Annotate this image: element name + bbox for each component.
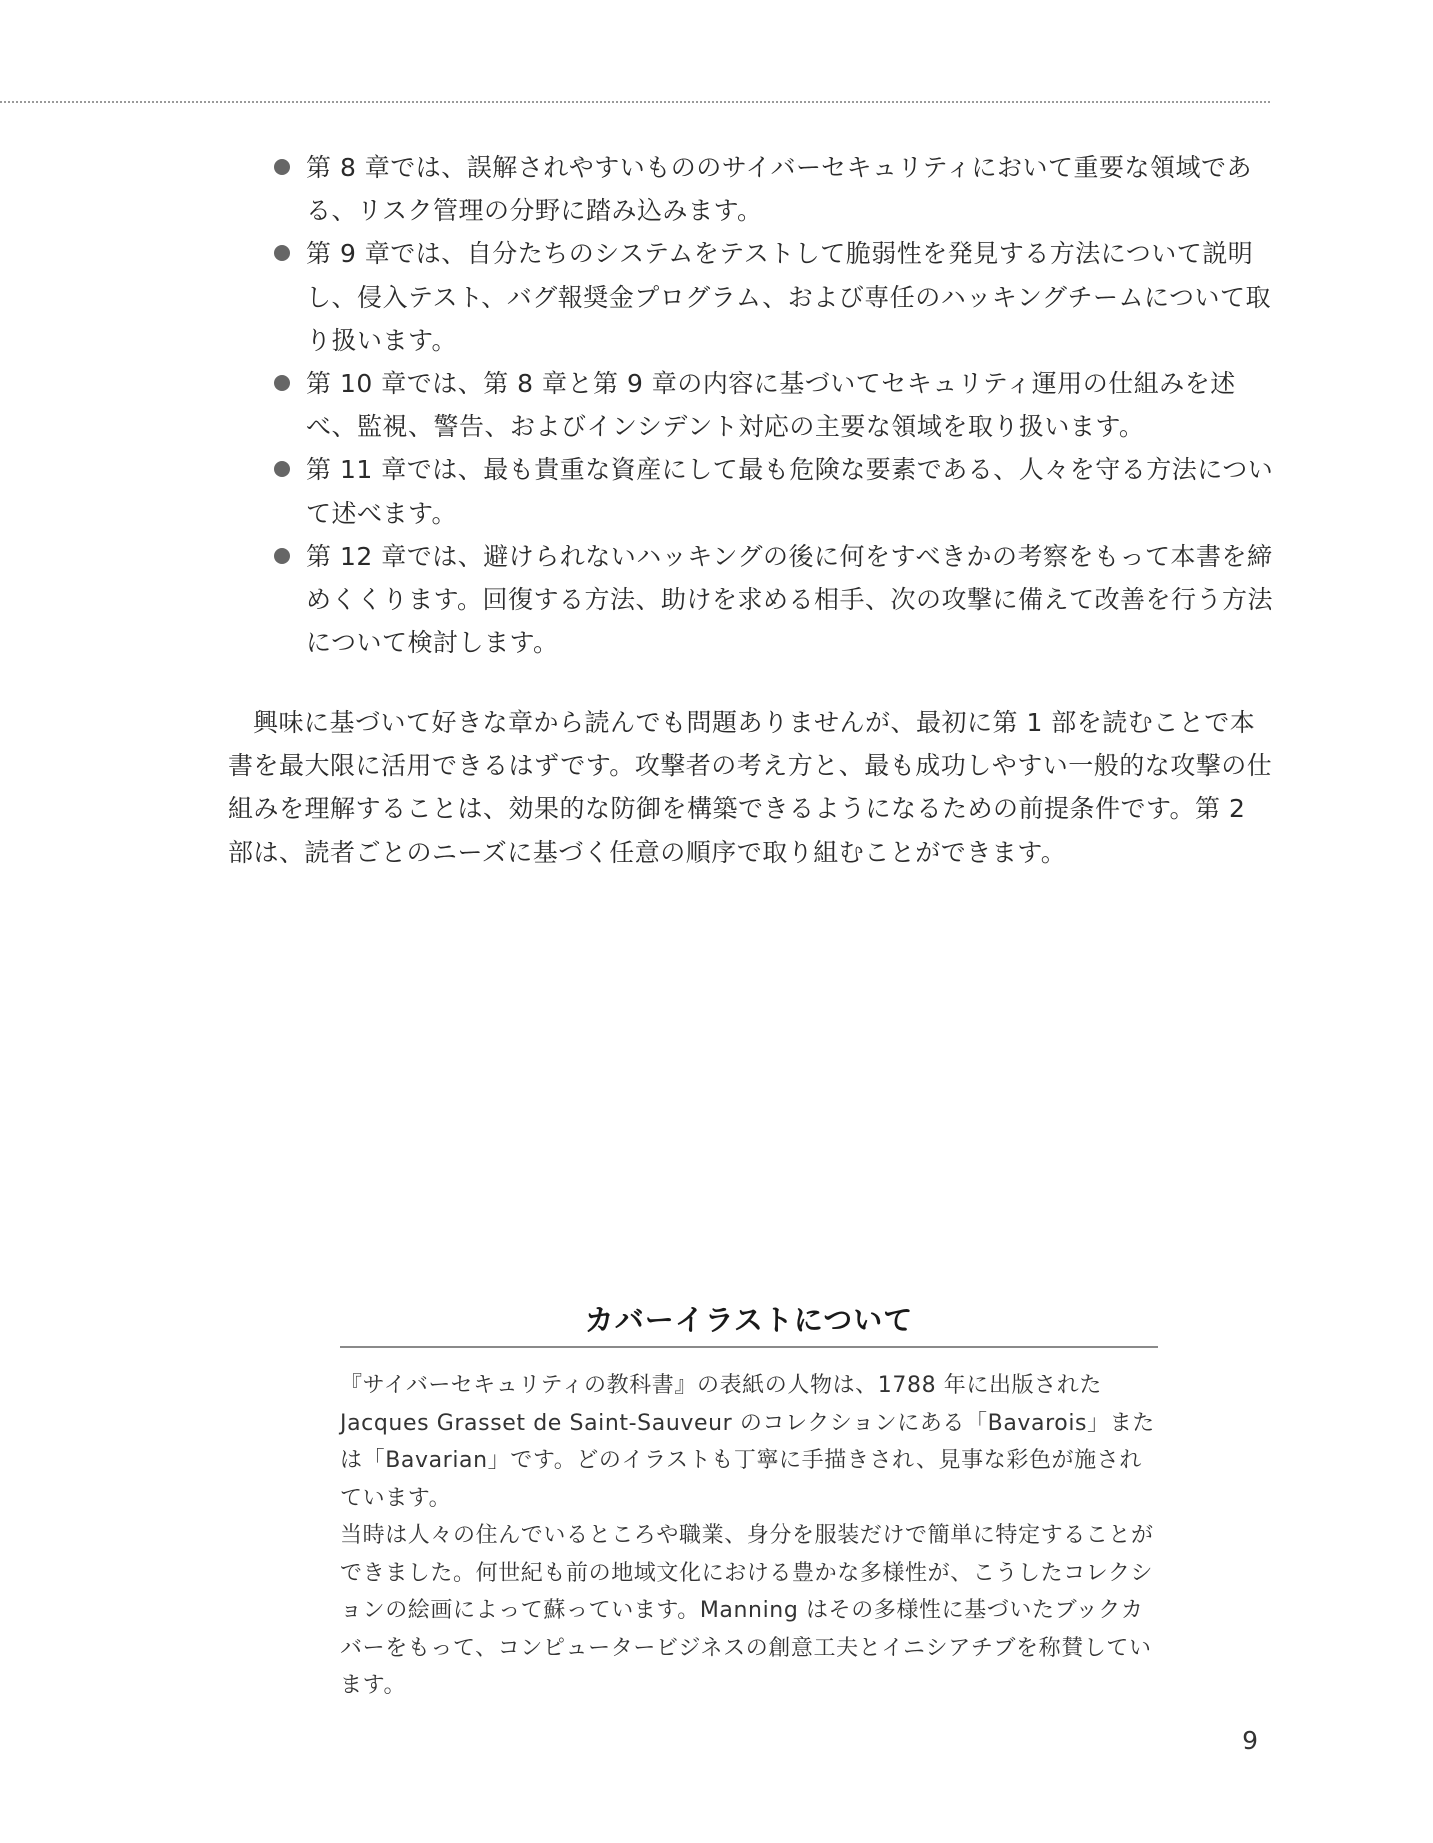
cover-paragraph: 『サイバーセキュリティの教科書』の表紙の人物は、1788 年に出版された Jacques Grasset de Saint-Sauveur のコレクションにある「Bavarois」または「Bavarian」です。どのイラストも丁寧に手描きされ、見事な彩色が施されています。 (340, 1373, 1155, 1511)
page-number: 9 (1242, 1726, 1258, 1755)
bullet-dot-icon (274, 159, 290, 175)
bullet-text: 第 12 章では、避けられないハッキングの後に何をすべきかの考察をもって本書を締めくくります。回復する方法、助けを求める相手、次の攻撃に備えて改善を行う方法について検討します。 (306, 541, 1274, 658)
bullet-dot-icon (274, 245, 290, 261)
bullet-dot-icon (274, 548, 290, 564)
bullet-text: 第 9 章では、自分たちのシステムをテストして脆弱性を発見する方法について説明し、侵入テスト、バグ報奨金プログラム、および専任のハッキングチームについて取り扱います。 (306, 239, 1272, 355)
header-dotted-rule (0, 101, 1270, 103)
bullet-item-chapter-12 (270, 535, 1275, 665)
bullet-text: 第 11 章では、最も貴重な資産にして最も危険な要素である、人々を守る方法について述べます。 (306, 455, 1274, 528)
bullet-item-chapter-8 (270, 146, 1275, 232)
chapter-bullet-list (270, 146, 1275, 664)
bullet-dot-icon (274, 375, 290, 391)
cover-illustration-body (340, 1367, 1158, 1705)
cover-paragraph: 当時は人々の住んでいるところや職業、身分を服装だけで簡単に特定することができました。何世紀も前の地域文化における豊かな多様性が、こうしたコレクションの絵画によって蘇っています。Manning はその多様性に基づいたブックカバーをもって、コンピュータービジネスの創意工夫とイニシアチブを称賛しています。 (340, 1523, 1154, 1698)
reading-guide-paragraph: 興味に基づいて好きな章から読んでも問題ありませんが、最初に第 1 部を読むことで本書を最大限に活用できるはずです。攻撃者の考え方と、最も成功しやすい一般的な攻撃の仕組みを理解することは、効果的な防御を構築できるようになるための前提条件です。第 2 部は、読者ごとのニーズに基づく任意の順序で取り組むことができます。 (228, 708, 1273, 867)
bullet-text: 第 8 章では、誤解されやすいもののサイバーセキュリティにおいて重要な領域である、リスク管理の分野に踏み込みます。 (306, 153, 1253, 226)
bullet-item-chapter-10 (270, 362, 1275, 448)
bullet-item-chapter-11 (270, 448, 1275, 534)
bullet-item-chapter-9 (270, 232, 1275, 362)
bullet-text: 第 10 章では、第 8 章と第 9 章の内容に基づいてセキュリティ運用の仕組みを述べ、監視、警告、およびインシデント対応の主要な領域を取り扱います。 (306, 369, 1236, 442)
cover-heading-rule (340, 1346, 1158, 1348)
bullet-dot-icon (274, 461, 290, 477)
cover-illustration-heading: カバーイラストについて (584, 1303, 914, 1337)
